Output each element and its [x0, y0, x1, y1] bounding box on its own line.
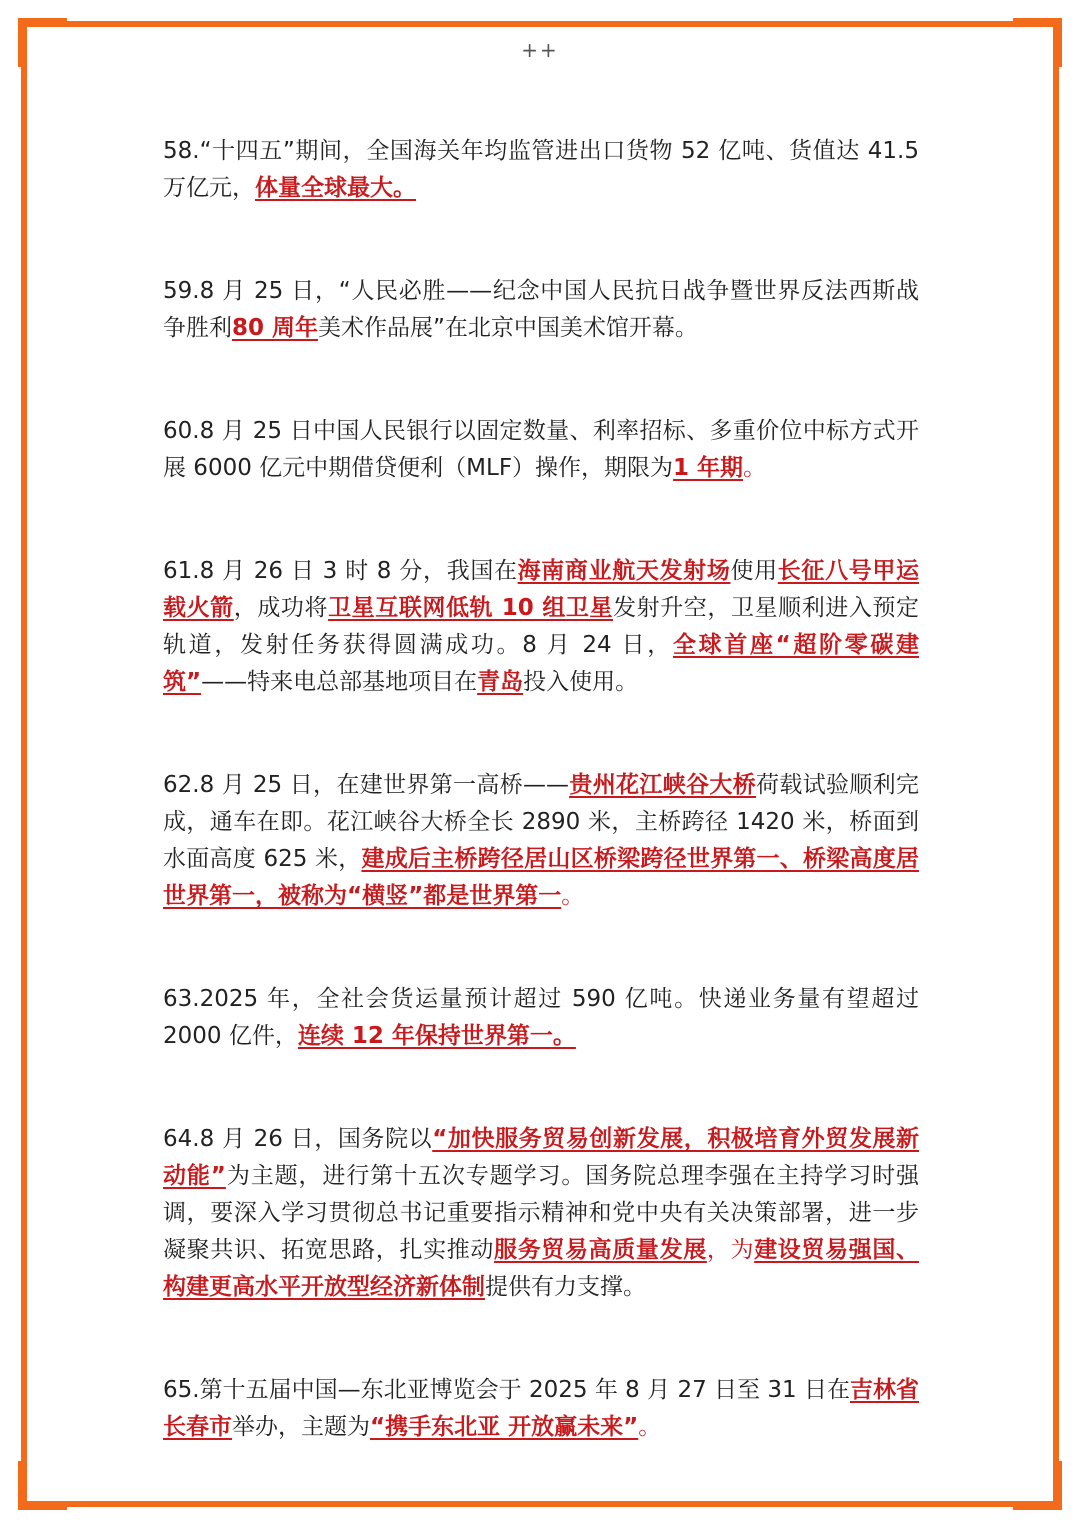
body-text: 为主题，进行第十五次专题学习。国务院总理李强在主持学习时强调，要深入学习贯彻总书记重要指示精神和党中央有关决策部署，进一步凝聚共识、拓宽思路，扎实推动: [163, 1163, 919, 1263]
highlighted-text: 连续 12 年保持世界第一。: [297, 1023, 576, 1049]
highlighted-text: 80 周年: [232, 315, 319, 341]
body-text: 使用: [730, 558, 778, 584]
news-item-64: [163, 1121, 919, 1306]
body-text: 投入使用。: [523, 669, 639, 695]
highlighted-text: “携手东北亚 开放赢未来”: [370, 1414, 639, 1440]
document-body: [163, 133, 919, 1512]
red-punctuation: 。: [638, 1414, 662, 1440]
news-item-59: [163, 273, 919, 347]
body-text: 62.8 月 25 日，在建世界第一高桥——: [163, 772, 570, 798]
highlighted-text: 建成后主桥跨径居山区桥梁跨径世界第一、桥梁高度居世界第一，被称为“横竖”都是世界第一: [163, 846, 919, 909]
highlighted-text: 海南商业航天发射场: [517, 558, 731, 584]
highlighted-text: 服务贸易高质量发展: [494, 1237, 707, 1263]
body-text: 发射升空，卫星顺利进入预定轨道，发射任务获得圆满成功。8 月 24 日，: [163, 595, 920, 658]
body-text: ——特来电总部基地项目在: [201, 669, 478, 695]
red-punctuation: 。: [743, 455, 767, 481]
header-mark: ++: [521, 38, 559, 62]
news-item-62: [163, 767, 919, 915]
highlighted-text: 全球首座“超阶零碳建筑”: [163, 632, 919, 695]
news-item-58: [163, 133, 919, 207]
news-item-60: [163, 413, 919, 487]
body-text: 64.8 月 26 日，国务院以: [163, 1126, 433, 1152]
highlighted-text: 长征八号甲运载火箭: [163, 558, 920, 621]
red-punctuation: 。: [561, 883, 585, 909]
body-text: 63.2025 年，全社会货运量预计超过 590 亿吨。快递业务量有望超过 2000 亿件，: [163, 986, 919, 1049]
body-text: 举办，主题为: [232, 1414, 370, 1440]
body-text: 65.第十五届中国—东北亚博览会于 2025 年 8 月 27 日至 31 日在: [163, 1377, 850, 1403]
red-punctuation: ，为: [706, 1237, 755, 1263]
frame-corner-bottom-left: [18, 1461, 67, 1510]
body-text: 59.8 月 25 日，“人民必胜——纪念中国人民抗日战争暨世界反法西斯战争胜利: [163, 278, 919, 341]
body-text: 58.“十四五”期间，全国海关年均监管进出口货物 52 亿吨、货值达 41.5 万亿元，: [163, 138, 919, 201]
news-item-61: [163, 553, 919, 701]
highlighted-text: 青岛: [477, 669, 524, 695]
news-item-63: [163, 981, 919, 1055]
body-text: 61.8 月 26 日 3 时 8 分，我国在: [163, 558, 518, 584]
highlighted-text: 吉林省长春市: [163, 1377, 920, 1440]
news-item-65: [163, 1372, 919, 1446]
highlighted-text: 体量全球最大。: [255, 175, 416, 201]
body-text: 美术作品展”在北京中国美术馆开幕。: [318, 315, 698, 341]
body-text: 荷载试验顺利完成，通车在即。花江峡谷大桥全长 2890 米，主桥跨径 1420 米，桥面到水面高度 625 米，: [163, 772, 920, 872]
highlighted-text: “加快服务贸易创新发展，积极培育外贸发展新动能”: [163, 1126, 919, 1189]
body-text: 60.8 月 25 日中国人民银行以固定数量、利率招标、多重价位中标方式开展 6000 亿元中期借贷便利（MLF）操作，期限为: [163, 418, 919, 481]
highlighted-text: 卫星互联网低轨 10 组卫星: [328, 595, 614, 621]
highlighted-text: 建设贸易强国、构建更高水平开放型经济新体制: [163, 1237, 920, 1300]
body-text: ，成功将: [233, 595, 329, 621]
highlighted-text: 1 年期: [673, 455, 744, 481]
highlighted-text: 贵州花江峡谷大桥: [569, 772, 757, 798]
body-text: 提供有力支撑。: [485, 1274, 646, 1300]
frame-corner-bottom-right: [1013, 1461, 1062, 1510]
